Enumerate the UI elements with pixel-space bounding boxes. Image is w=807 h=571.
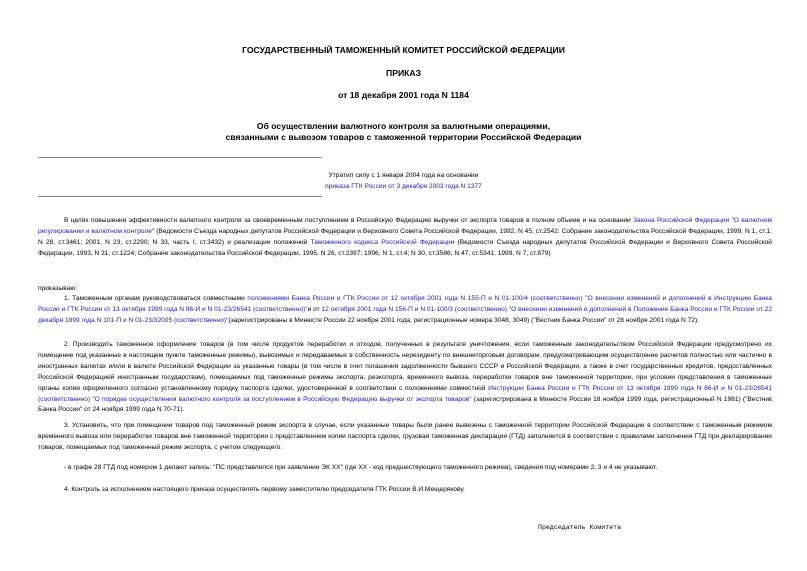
currency-law-link[interactable]: Закона Российской Федерации "О валютном регулировании и валютном контроле" bbox=[38, 217, 772, 235]
preamble-paragraph bbox=[38, 216, 772, 260]
clause-1-text-1: 1. Таможенным органам руководствоваться совместными bbox=[64, 295, 248, 302]
clause-3-paragraph: 3. Установить, что при помещении товаров под таможенный режим экспорта в случае, если указанные товары были ранее вывезены с таможенной территории Российской Федерации в соответствии с таможенным режимом временного вывоза или переработки товаров вне таможенной территории с представлением копии паспорта сделки, грузовая таможенная декларация (ГТД) заполняется в соответствии с правилами заполнения ГТД при декларировании товаров, помещаемых под таможенный режим экспорта, с учетом следующего: bbox=[38, 422, 772, 451]
regulation-amendment-link[interactable]: 12 октября 2001 года N 156-П и N 01-100/3 (соответственно) "О внесении изменений и дополнений в Положение Банка России и ГТК России от 22 декабря 1999 года N 101-П и N 01-23/32005 (соответственно)" bbox=[38, 305, 773, 324]
clause-3-subitem: - в графе 28 ГТД под номером 1 делают запись: "ПС представлялся при заявлении ЭК ХХ" (где ХХ - код предшествующего таможенного режима), сведения под номерами 2, 3 и 4 не указывают. bbox=[64, 464, 658, 471]
preamble-text-1: В целях повышения эффективности валютного контроля за своевременным поступлением в Российскую Федерацию выручки от экспорта товаров в полном объеме и на основании bbox=[64, 217, 634, 224]
clause-2-paragraph bbox=[38, 340, 772, 416]
clause-1-text-2: и от bbox=[307, 305, 322, 313]
repeal-order-link[interactable]: приказа ГТК России от 3 декабря 2003 года N 1377 bbox=[325, 183, 482, 190]
document-title bbox=[0, 121, 807, 143]
clause-1-paragraph bbox=[38, 294, 772, 327]
title-line-1: Об осуществлении валютного контроля за валютными операциями, bbox=[256, 121, 551, 131]
customs-code-link[interactable]: Таможенного кодекса Российской Федерации bbox=[310, 238, 455, 246]
export-control-instruction-link[interactable]: Инструкции Банка России и ГТК России от 13 октября 1999 года N 86-И и N 01-23/26541 (соответственно) "О порядке осуществления валютного контроля за поступлением в Российскую Федерацию выручки от экспорта товаров" bbox=[38, 384, 772, 403]
clause-4-paragraph: 4. Контроль за исполнением настоящего приказа осуществлять первому заместителю председателя ГТК России В.И.Мещерякову. bbox=[64, 486, 465, 493]
divider-top bbox=[38, 157, 322, 158]
document-type: ПРИКАЗ bbox=[386, 68, 421, 78]
preamble-text-3: (Ведомости Съезда народных депутатов Российской Федерации и Верховного Совета Российской Федерации, 1993, N 31, ст.1224; Собрание законодательства Российской Федерации, 1995, N 26, ст.2397; 1996, N 1, ст.4; N 30, ст.3586; N 47, ст.5341; 1999, N 7, ст.879) bbox=[38, 238, 772, 257]
divider-bottom bbox=[38, 196, 322, 197]
repeal-notice-text: Утратил силу с 1 января 2004 года на основании bbox=[328, 172, 479, 179]
instruction-amendment-link[interactable]: положениями Банка России и ГТК России от 12 октября 2001 года N 155-П и N 01-100/4 (соответственно) "О внесении изменений и дополнений в Инструкцию Банка России и ГТК России от 13 октября 1999 года N 86-И и N 01-23/26541 (соответственно)" bbox=[38, 295, 772, 313]
repeal-notice-link-line bbox=[0, 181, 807, 192]
issuing-organization: ГОСУДАРСТВЕННЫЙ ТАМОЖЕННЫЙ КОМИТЕТ РОССИЙСКОЙ ФЕДЕРАЦИИ bbox=[242, 45, 565, 55]
order-word: приказываю: bbox=[38, 285, 78, 292]
signature-title: Председатель Комитета bbox=[538, 524, 622, 531]
clause-1-text-3: (зарегистрированы в Минюсте России 22 ноября 2001 года, регистрационные номера 3048, 3049) ("Вестник Банка России" от 28 ноября 2001 года N 72). bbox=[228, 316, 699, 324]
preamble-text-2: (Ведомости Съезда народных депутатов Российской Федерации и Верховного Совета Российской Федерации, 1992, N 45, ст.2542; Собрание законодательства Российской Федерации, 1999, N 1, ст.1; N 28, ст.3461; 2001, N 23, ст.2290; N 33, часть I, ст.3432) и реализации положений bbox=[38, 227, 772, 246]
clause-2-text-1: 2. Производить таможенное оформление товаров (в том числе продуктов переработки и отходов, полученных в результате уничтожения, если таможенным законодательством Российской Федерации предусмотрено их помещение под указанные в настоящем пункте таможенные режимы), вывозимых и передаваемых в собственность нерезиденту по внешнеторговым договорам, предусматривающим осуществление расчетов полностью или частично в иностранных валютах и/или в валюте Российской Федерации за указанные товары (в том числе в счет погашения задолженности бывшего СССР и Российской Федерации, а также в счет государственных кредитов, предоставленных Российской Федерацией иностранным государствам), помещаемых под таможенные режимы экспорта, реэкспорта, временного вывоза, переработки товаров вне таможенной территории, при условии представления в таможенные органы копии оформленного согласно установленному порядку паспорта сделки, удостоверенной в соответствии с положениями совместной bbox=[38, 341, 772, 392]
title-line-2: связанными с вывозом товаров с таможенной территории Российской Федерации bbox=[225, 132, 582, 142]
document-date: от 18 декабря 2001 года N 1184 bbox=[338, 90, 469, 100]
clause-2-text-2: (зарегистрирована в Минюсте России 18 ноября 1999 года, регистрационный N 1981) ("Вестник Банка России" от 24 ноября 1999 года N 70-71). bbox=[38, 395, 772, 414]
